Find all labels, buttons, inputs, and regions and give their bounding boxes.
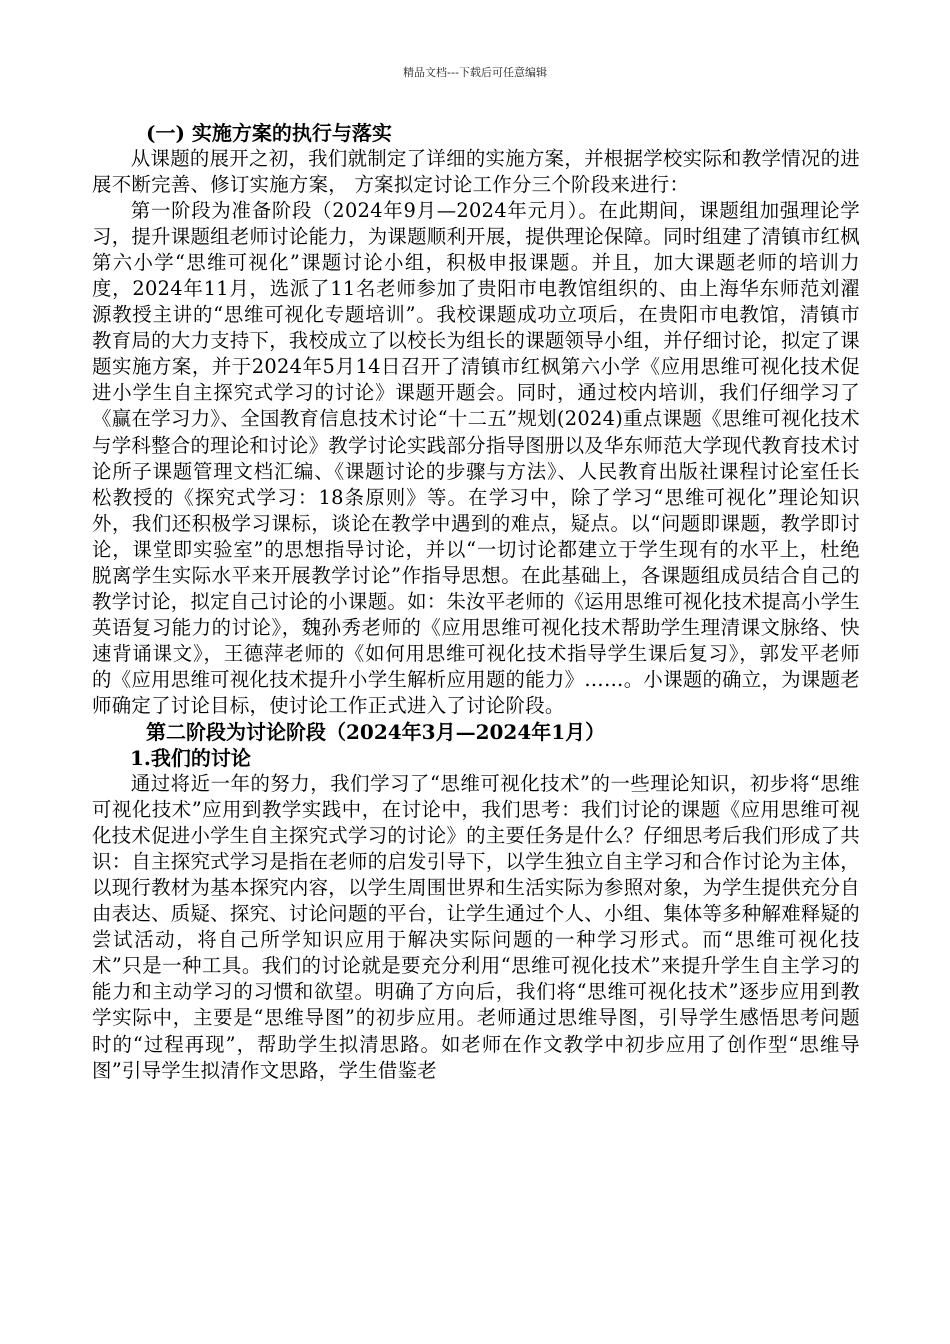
subheading: 1.我们的讨论: [130, 746, 251, 771]
discussion-paragraph: 通过将近一年的努力，我们学习了“思维可视化技术”的一些理论知识，初步将“思维可视化技术”应用到教学实践中，在讨论中，我们思考：我们讨论的课题《应用思维可视化技术促进小学生自主探究式学习的讨论》的主要任务是什么？仔细思考后我们形成了共识：自主探究式学习是指在老师的启发引导下，以学生独立自主学习和合作讨论为主体，以现行教材为基本探究内容，以学生周围世界和生活实际为参照对象，为学生提供充分自由表达、质疑、探究、讨论问题的平台，让学生通过个人、小组、集体等多种解难释疑的尝试活动，将自己所学知识应用于解决实际问题的一种学习形式。而“思维可视化技术”只是一种工具。我们的讨论就是要充分利用“思维可视化技术”来提升学生自主学习的能力和主动学习的习惯和欲望。明确了方向后，我们将“思维可视化技术”逐步应用到教学实际中，主要是“思维导图”的初步应用。老师通过思维导图，引导学生感悟思考问题时的“过程再现”，帮助学生拟清思路。如老师在作文教学中初步应用了创作型“思维导图”引导学生拟清作文思路，学生借鉴老: [92, 772, 860, 1082]
document-body: [92, 120, 860, 1084]
stage-one-paragraph: 第一阶段为准备阶段（2024年9月—2024年元月）。在此期间，课题组加强理论学习，提升课题组老师讨论能力，为课题顺利开展，提供理论保障。同时组建了清镇市红枫第六小学“思维可视化”课题讨论小组，积极申报课题。并且，加大课题老师的培训力度，2024年11月，选派了11名老师参加了贵阳市电教馆组织的、由上海华东师范刘濯源教授主讲的“思维可视化专题培训”。我校课题成功立项后，在贵阳市电教馆，清镇市教育局的大力支持下，我校成立了以校长为组长的课题领导小组，并仔细讨论，拟定了课题实施方案，并于2024年5月14日召开了清镇市红枫第六小学《应用思维可视化技术促进小学生自主探究式学习的讨论》课题开题会。同时，通过校内培训，我们仔细学习了《赢在学习力》、全国教育信息技术讨论“十二五”规划(2024)重点课题《思维可视化技术与学科整合的理论和讨论》教学讨论实践部分指导图册以及华东师范大学现代教育技术讨论所子课题管理文档汇编、《课题讨论的步骤与方法》、人民教育出版社课程讨论室任长松教授的《探究式学习：18条原则》等。在学习中，除了学习“思维可视化”理论知识外，我们还积极学习课标，谈论在教学中遇到的难点，疑点。以“问题即课题，教学即讨论，课堂即实验室”的思想指导讨论，并以“一切讨论都建立于学生现有的水平上，杜绝脱离学生实际水平来开展教学讨论”作指导思想。在此基础上，各课题组成员结合自己的教学讨论，拟定自己讨论的小课题。如：朱汝平老师的《运用思维可视化技术提高小学生英语复习能力的讨论》，魏孙秀老师的《应用思维可视化技术帮助学生理清课文脉络、快速背诵课文》，王德萍老师的《如何用思维可视化技术指导学生课后复习》，郭发平老师的《应用思维可视化技术提升小学生解析应用题的能力》……。小课题的确立，为课题老师确定了讨论目标，使讨论工作正式进入了讨论阶段。: [92, 199, 860, 717]
stage-two-heading: 第二阶段为讨论阶段（2024年3月—2024年1月）: [146, 720, 606, 745]
page-header: 精品文档---下载后可任意编辑: [403, 66, 547, 79]
intro-paragraph: 从课题的展开之初，我们就制定了详细的实施方案，并根据学校实际和教学情况的进展不断完善、修订实施方案， 方案拟定讨论工作分三个阶段来进行：: [92, 147, 860, 197]
section-heading: (一) 实施方案的执行与落实: [146, 121, 392, 145]
